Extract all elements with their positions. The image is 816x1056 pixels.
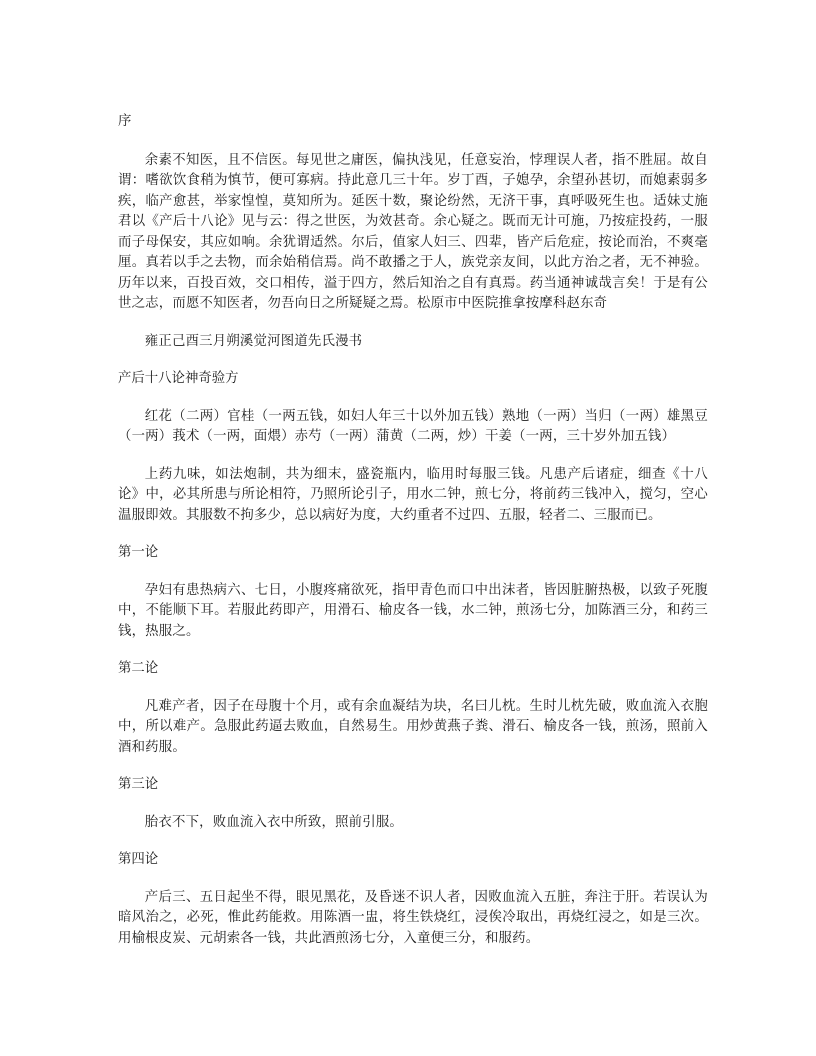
section-heading-3: 第三论 [118,777,159,792]
section-heading-2: 第二论 [118,661,159,676]
section-body-4: 产后三、五日起坐不得，眼见黑花，及昏迷不识人者，因败血流入五脏，奔注于肝。若误认为暗风治之，必死，惟此药能救。用陈酒一盅，将生铁烧红，浸俟冷取出，再烧红浸之，如是三次。用榆根皮炭、元胡索各一钱，共此酒煎汤七分，入童便三分，和服药。 [118,889,708,946]
section-body-1: 孕妇有患热病六、七日，小腹疼痛欲死，指甲青色而口中出沫者，皆因脏腑热极，以致子死腹中，不能顺下耳。若服此药即产，用滑石、榆皮各一钱，水二钟，煎汤七分，加陈酒三分，和药三钱，热服之。 [118,582,708,639]
preface-body: 余素不知医，且不信医。每见世之庸医，偏执浅见，任意妄治，悖理误人者，指不胜屈。故自谓：嗜欲饮食稍为慎节，便可寡病。持此意几三十年。岁丁酉，子媳孕，余望孙甚切，而媳素弱多疾，临产愈甚，举家惶惶，莫知所为。延医十数，聚论纷然，无济干事，真呼吸死生也。适妹丈施君以《产后十八论》见与云：得之世医，为效甚奇。余心疑之。既而无计可施，乃按症投药，一服而子母保安，其应如响。余犹谓适然。尔后，值家人妇三、四辈，皆产后危症，按论而治，不爽毫厘。真若以手之去物，而余始稍信焉。尚不敢播之于人，族党亲友间，以此方治之者，无不神验。历年以来，百投百效，交口相传，溢于四方，然后知治之自有真焉。药当通神诚哉言矣！于是有公世之志，而愿不知医者，勿吾向日之所疑疑之焉。松原市中医院推拿按摩科赵东奇 [118,152,708,311]
formula-ingredients: 红花（二两）官桂（一两五钱，如妇人年三十以外加五钱）熟地（一两）当归（一两）雄黑豆（一两）莪术（一两，面煨）赤芍（一两）蒲黄（二两，炒）干姜（一两，三十岁外加五钱） [118,408,708,444]
spacer [118,526,708,543]
preface-heading: 序 [118,114,132,129]
document-page [118,112,708,949]
spacer [118,680,708,697]
formula-instructions: 上药九味，如法炮制，共为细末，盛瓷瓶内，临用时每服三钱。凡患产后诸症，细查《十八论》中，必其所患与所论相符，乃照所论引子，用水二钟，煎七分，将前药三钱冲入，搅匀，空心温服即效。其服数不拘多少，总以病好为度，大约重者不过四、五服，轻者二、三服而已。 [118,466,708,523]
spacer [118,564,708,581]
spacer [118,871,708,888]
spacer [118,758,708,775]
section-heading-1: 第一论 [118,545,159,560]
spacer [118,796,708,813]
spacer [118,390,708,407]
spacer [118,448,708,465]
preface-signature: 雍正己酉三月朔溪觉河图道先氏漫书 [144,333,363,349]
spacer [118,352,708,369]
section-body-2: 凡难产者，因子在母腹十个月，或有余血凝结为块，名曰儿枕。生时儿枕先破，败血流入衣胞中，所以难产。急服此药逼去败血，自然易生。用炒黄燕子粪、滑石、榆皮各一钱，煎汤，照前入酒和药服。 [118,698,708,755]
spacer [118,642,708,659]
section-body-3: 胎衣不下，败血流入衣中所致，照前引服。 [144,814,404,830]
spacer [118,833,708,850]
section-heading-4: 第四论 [118,852,159,867]
spacer [118,315,708,332]
spacer [118,133,708,151]
formula-heading: 产后十八论神奇验方 [118,371,239,386]
